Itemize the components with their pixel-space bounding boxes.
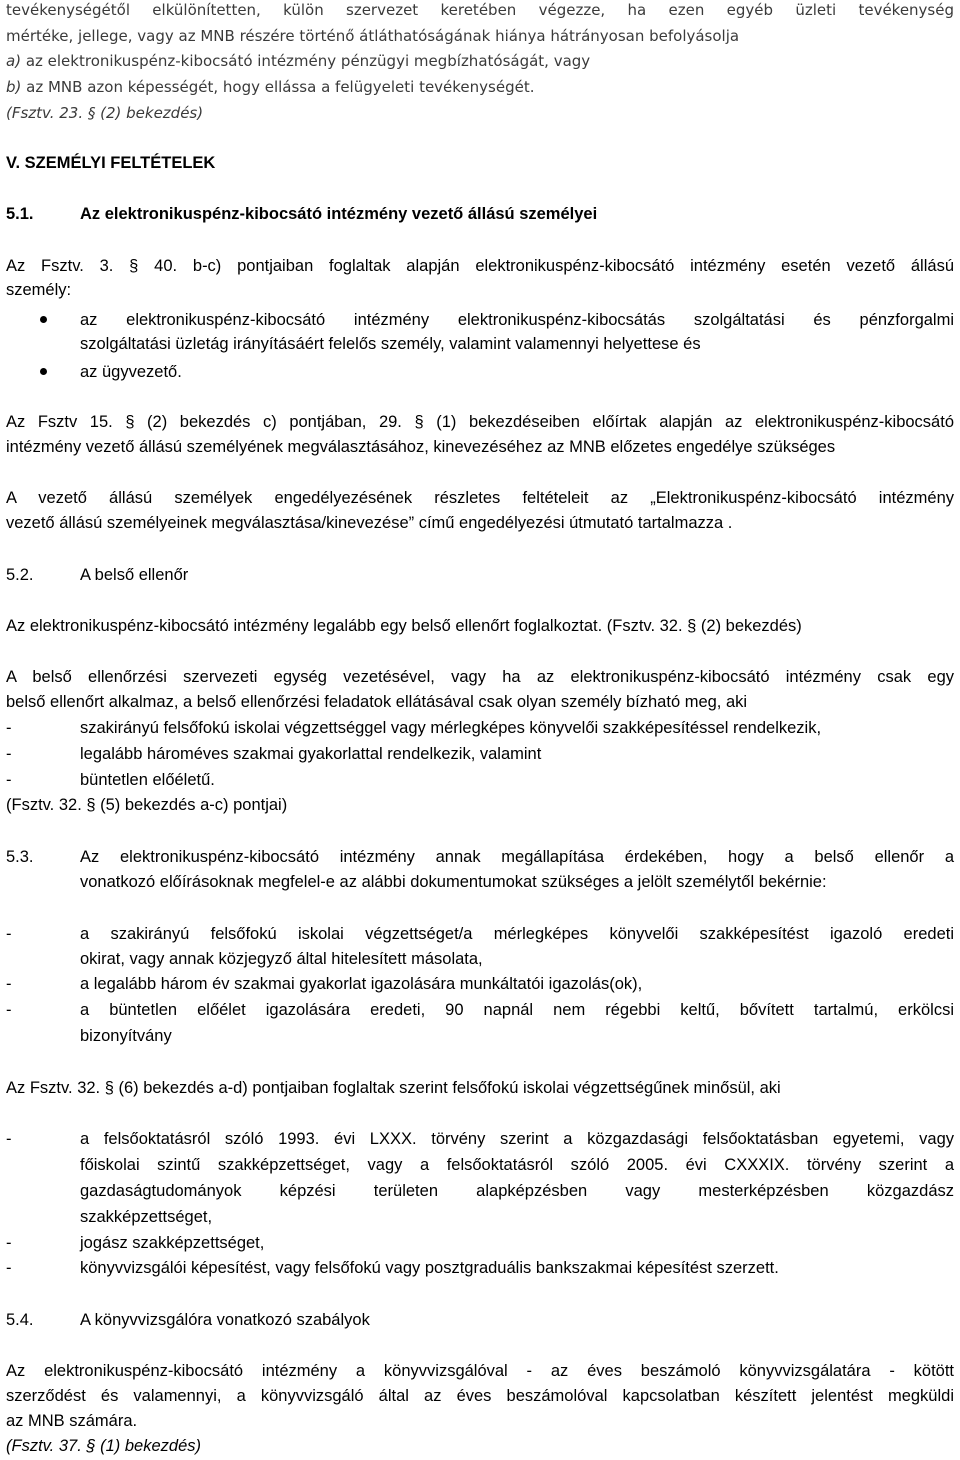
paragraph-line: Az elektronikuspénz-kibocsátó intézmény annak megállapítása érdekében, hogy a belső ellenőr a [80, 848, 954, 866]
item-label: a) [6, 52, 22, 70]
list-item: legalább hároméves szakmai gyakorlattal rendelkezik, valamint [80, 745, 542, 763]
paragraph-line: személy: [6, 281, 72, 299]
list-item-line: bizonyítvány [80, 1027, 172, 1045]
section-number: 5.1. [6, 205, 34, 223]
bullet-icon [40, 368, 47, 375]
bullet-item-line: az elektronikuspénz-kibocsátó intézmény elektronikuspénz-kibocsátás szolgáltatási és pénzforgalmi [80, 311, 954, 329]
paragraph-line: Az elektronikuspénz-kibocsátó intézmény legalább egy belső ellenőrt foglalkoztat. (Fsztv. 32. § (2) bekezdés) [6, 617, 802, 635]
paragraph-line: vezető állású személyeinek megválasztása/kinevezése” című engedélyezési útmutató tartalmazza . [6, 514, 733, 532]
list-item-line: szakképzettséget, [80, 1208, 213, 1226]
intro-line-2: mértéke, jellege, vagy az MNB részére történő átláthatóságának hiánya hátrányosan befolyásolja [6, 27, 740, 45]
item-text: az elektronikuspénz-kibocsátó intézmény pénzügyi megbízhatóságát, vagy [25, 52, 591, 70]
dash-marker: - [6, 745, 12, 763]
paragraph-line: Az elektronikuspénz-kibocsátó intézmény a könyvvizsgálóval - az éves beszámoló könyvvizsgálatára - kötött [6, 1362, 954, 1380]
paragraph-line: Az Fsztv. 3. § 40. b-c) pontjaiban foglaltak alapján elektronikuspénz-kibocsátó intézmény esetén vezető állású [6, 257, 954, 275]
list-item: könyvvizsgálói képesítést, vagy felsőfokú vagy posztgraduális bankszakmai képesítést szerzett. [80, 1259, 779, 1277]
list-item-line: a büntetlen előélet igazolására eredeti, 90 napnál nem régebbi keltű, bővített tartalmú, erkölcsi [80, 1001, 954, 1019]
reference: (Fsztv. 32. § (5) bekezdés a-c) pontjai) [6, 796, 288, 814]
chapter-title: V. SZEMÉLYI FELTÉTELEK [6, 154, 216, 172]
dash-marker: - [6, 925, 12, 943]
section-title: A belső ellenőr [80, 566, 189, 584]
paragraph-line: Az Fsztv 15. § (2) bekezdés c) pontjában, 29. § (1) bekezdéseiben előírtak alapján az elektronikuspénz-kibocsátó [6, 413, 954, 431]
list-item: büntetlen előéletű. [80, 771, 215, 789]
list-item-line: okirat, vagy annak közjegyző által hitelesített másolata, [80, 950, 483, 968]
item-text: az MNB azon képességét, hogy ellássa a felügyeleti tevékenységét. [26, 78, 535, 96]
paragraph-line: Az Fsztv. 32. § (6) bekezdés a-d) pontjaiban foglaltak szerint felsőfokú iskolai végzettségűnek minősül, aki [6, 1079, 781, 1097]
intro-line-1: tevékenységétől elkülönítetten, külön szervezet keretében végezze, ha ezen egyéb üzleti tevékenység [6, 1, 954, 19]
section-number: 5.2. [6, 566, 34, 584]
dash-marker: - [6, 1234, 12, 1252]
dash-marker: - [6, 1130, 12, 1148]
paragraph-line: vonatkozó előírásoknak megfelel-e az alábbi dokumentumokat szükséges a jelölt személytől bekérnie: [80, 873, 827, 891]
list-item-line: a szakirányú felsőfokú iskolai végzettséget/a mérlegképes könyvelői szakképesítést igazoló eredeti [80, 925, 954, 943]
item-label: b) [6, 78, 22, 96]
intro-reference: (Fsztv. 23. § (2) bekezdés) [6, 104, 204, 122]
paragraph-line: A vezető állású személyek engedélyezésének részletes feltételeit az „Elektronikuspénz-kibocsátó intézmény [6, 489, 954, 507]
bullet-icon [40, 316, 47, 323]
section-number: 5.3. [6, 848, 34, 866]
paragraph-line: belső ellenőrt alkalmaz, a belső ellenőrzési feladatok ellátásával csak olyan személy bízható meg, aki [6, 693, 748, 711]
section-number: 5.4. [6, 1311, 34, 1329]
intro-line-3 [6, 51, 590, 71]
intro-line-4 [6, 77, 535, 97]
list-item-line: gazdaságtudományok képzési területen alapképzésben vagy mesterképzésben közgazdász [80, 1182, 954, 1200]
reference: (Fsztv. 37. § (1) bekezdés) [6, 1437, 202, 1455]
dash-marker: - [6, 975, 12, 993]
list-item: a legalább három év szakmai gyakorlat igazolására munkáltatói igazolás(ok), [80, 975, 643, 993]
paragraph-line: A belső ellenőrzési szervezeti egység vezetésével, vagy ha az elektronikuspénz-kibocsátó intézmény csak egy [6, 668, 954, 686]
dash-marker: - [6, 1001, 12, 1019]
dash-marker: - [6, 1259, 12, 1277]
bullet-item-line: szolgáltatási üzletág irányításáért felelős személy, valamint valamennyi helyettese és [80, 335, 701, 353]
paragraph-line: az MNB számára. [6, 1412, 138, 1430]
list-item-line: a felsőoktatásról szóló 1993. évi LXXX. törvény szerint a közgazdasági felsőoktatásban egyetemi, vagy [80, 1130, 954, 1148]
bullet-item-line: az ügyvezető. [80, 363, 182, 381]
paragraph-line: szerződést és valamennyi, a könyvvizsgáló által az éves beszámolóval kapcsolatban készített jelentést megküldi [6, 1387, 954, 1405]
section-title: Az elektronikuspénz-kibocsátó intézmény vezető állású személyei [80, 205, 598, 223]
list-item: jogász szakképzettséget, [80, 1234, 265, 1252]
dash-marker: - [6, 771, 12, 789]
list-item-line: főiskolai szintű szakképzettséget, vagy a felsőoktatásról szóló 2005. évi CXXXIX. törvény szerint a [80, 1156, 954, 1174]
paragraph-line: intézmény vezető állású személyének megválasztásához, kinevezéséhez az MNB előzetes engedélye szükséges [6, 438, 836, 456]
section-title: A könyvvizsgálóra vonatkozó szabályok [80, 1311, 370, 1329]
list-item: szakirányú felsőfokú iskolai végzettséggel vagy mérlegképes könyvelői szakképesítéssel rendelkezik, [80, 719, 822, 737]
dash-marker: - [6, 719, 12, 737]
